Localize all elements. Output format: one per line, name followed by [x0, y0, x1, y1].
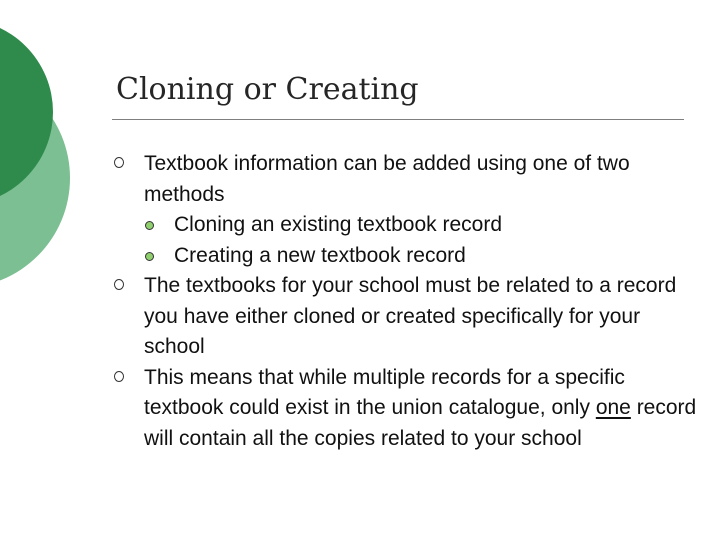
bullet-text-after: record will contain all the copies related to your school — [144, 396, 697, 450]
hollow-circle-icon — [112, 271, 128, 302]
bullet-text: The textbooks for your school must be related to a record you have either cloned or created specifically for your school — [144, 274, 677, 358]
slide-body — [112, 149, 702, 454]
sub-bullet-list — [144, 210, 702, 271]
hollow-circle-icon — [112, 149, 128, 180]
bullet-item — [112, 149, 702, 271]
bullet-text-before: This means that while multiple records for a specific textbook could exist in the union catalogue, only — [144, 365, 625, 419]
sub-bullet-text: Cloning an existing textbook record — [174, 213, 503, 236]
sub-bullet-item — [144, 210, 702, 241]
sub-bullet-text: Creating a new textbook record — [174, 243, 466, 267]
green-dot-icon — [144, 241, 158, 272]
decorative-green-circles — [0, 0, 90, 300]
slide-title: Cloning or Creating — [116, 72, 419, 107]
hollow-circle-icon — [112, 363, 128, 394]
sub-bullet-item — [144, 241, 702, 272]
bullet-text: Textbook information can be added using one of two methods — [144, 152, 630, 206]
green-dot-icon — [144, 210, 158, 241]
underlined-emphasis: one — [595, 396, 631, 419]
title-divider — [112, 119, 684, 120]
bullet-item — [112, 271, 702, 363]
bullet-item — [112, 363, 702, 455]
